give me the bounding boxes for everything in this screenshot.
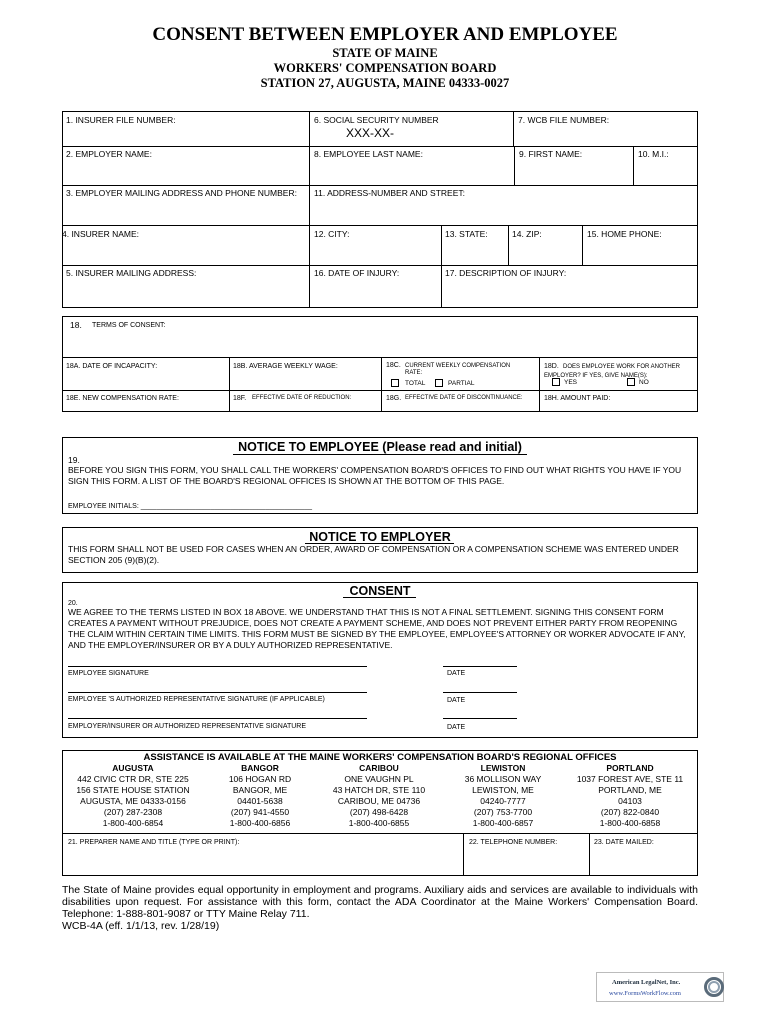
state-line: STATE OF MAINE <box>332 46 438 60</box>
form-title: CONSENT BETWEEN EMPLOYER AND EMPLOYEE <box>152 24 618 45</box>
yes-checkbox[interactable] <box>552 378 560 386</box>
amount-paid-field[interactable]: 18H. AMOUNT PAID: <box>544 395 611 402</box>
office-address-1: 106 HOGAN RD <box>228 774 292 784</box>
form-identifier: WCB-4A (eff. 1/1/13, rev. 1/28/19) <box>62 920 220 932</box>
no-label: NO <box>639 379 649 386</box>
total-label: TOTAL <box>405 380 426 387</box>
notice-to-employer-text: THIS FORM SHALL NOT BE USED FOR CASES WHEN AN ORDER, AWARD OF COMPENSATION OR A COMPENSATION SCHEME WAS ENTERED UNDER SECTION 205 (9)(B)(2). <box>68 544 679 565</box>
office-address-1: 1037 FOREST AVE, STE 11 <box>576 774 684 784</box>
employer-address-field[interactable]: 3. EMPLOYER MAILING ADDRESS AND PHONE NUMBER: <box>66 188 297 198</box>
date-label-2: DATE <box>447 697 466 704</box>
date-label-1: DATE <box>447 670 466 677</box>
consent-section <box>62 582 698 738</box>
office-phone: (207) 498-6428 <box>349 807 409 817</box>
reduction-date-field[interactable]: EFFECTIVE DATE OF REDUCTION: <box>252 395 352 401</box>
terms-of-consent-field[interactable]: TERMS OF CONSENT: <box>92 322 166 329</box>
new-compensation-rate-field[interactable]: 18E. NEW COMPENSATION RATE: <box>66 395 179 402</box>
current-rate-number: 18C. <box>386 362 401 369</box>
office-phone: (207) 822-0840 <box>600 807 660 817</box>
state-field[interactable]: 13. STATE: <box>445 229 488 239</box>
reduction-date-number: 18F. <box>233 395 247 402</box>
office-address-1: 36 MOLLISON WAY <box>464 774 542 784</box>
office-name: CARIBOU <box>359 763 399 773</box>
office-lewiston <box>443 763 563 829</box>
telephone-number-field[interactable]: 22. TELEPHONE NUMBER: <box>469 839 558 846</box>
notice-to-employer-title: NOTICE TO EMPLOYER <box>309 530 451 544</box>
board-line: WORKERS' COMPENSATION BOARD <box>273 61 497 75</box>
discontinuance-date-number: 18G. <box>386 395 402 402</box>
office-phone: (207) 287-2308 <box>103 807 163 817</box>
injury-description-field[interactable]: 17. DESCRIPTION OF INJURY: <box>445 268 567 278</box>
publisher-logo-inner-icon <box>708 981 720 993</box>
city-field[interactable]: 12. CITY: <box>314 229 350 239</box>
office-address-3: 04103 <box>618 796 642 806</box>
office-phone: (207) 753-7700 <box>473 807 533 817</box>
terms-number: 18. <box>70 320 82 330</box>
office-caribou <box>319 763 439 829</box>
other-employer-number: 18D. <box>544 363 559 370</box>
home-phone-field[interactable]: 15. HOME PHONE: <box>587 229 662 239</box>
insurer-file-number-field[interactable]: 1. INSURER FILE NUMBER: <box>66 115 176 125</box>
consent-number: 20. <box>68 600 78 607</box>
insurer-mailing-address-field[interactable]: 5. INSURER MAILING ADDRESS: <box>66 268 197 278</box>
office-name: AUGUSTA <box>112 763 154 773</box>
office-address-2: LEWISTON, ME <box>472 785 534 795</box>
representative-signature-label: EMPLOYEE 'S AUTHORIZED REPRESENTATIVE SIGNATURE (IF APPLICABLE) <box>68 696 325 703</box>
representative-signature-line[interactable] <box>68 692 367 693</box>
date-of-incapacity-field[interactable]: 18A. DATE OF INCAPACITY: <box>66 363 158 370</box>
other-employer-label: DOES EMPLOYEE WORK FOR ANOTHER <box>563 364 681 370</box>
current-rate-label-2: RATE: <box>405 370 423 376</box>
employer-signature-line[interactable] <box>68 718 367 719</box>
office-address-3: 04401-5638 <box>237 796 283 806</box>
partial-checkbox[interactable] <box>435 379 443 387</box>
notice-employee-number: 19. <box>68 455 80 465</box>
consent-title: CONSENT <box>349 584 411 598</box>
address-line: STATION 27, AUGUSTA, MAINE 04333-0027 <box>260 76 510 90</box>
date-label-3: DATE <box>447 724 466 731</box>
employee-street-field[interactable]: 11. ADDRESS-NUMBER AND STREET: <box>314 188 465 198</box>
office-address-2: 156 STATE HOUSE STATION <box>76 785 190 795</box>
office-address-3: AUGUSTA, ME 04333-0156 <box>80 796 186 806</box>
no-checkbox[interactable] <box>627 378 635 386</box>
zip-field[interactable]: 14. ZIP: <box>512 229 542 239</box>
date-mailed-field[interactable]: 23. DATE MAILED: <box>594 839 654 846</box>
office-toll-free: 1-800-400-6858 <box>599 818 661 828</box>
office-address-2: 43 HATCH DR, STE 110 <box>332 785 426 795</box>
insurer-name-field[interactable]: 4. INSURER NAME: <box>62 229 139 239</box>
preparer-name-field[interactable]: 21. PREPARER NAME AND TITLE (TYPE OR PRINT): <box>68 839 240 846</box>
partial-label: PARTIAL <box>448 380 475 387</box>
office-augusta <box>73 763 193 829</box>
yes-label: YES <box>564 379 578 386</box>
wcb-file-number-field[interactable]: 7. WCB FILE NUMBER: <box>518 115 610 125</box>
first-name-field[interactable]: 9. FIRST NAME: <box>519 149 583 159</box>
date-of-injury-field[interactable]: 16. DATE OF INJURY: <box>314 268 400 278</box>
notice-to-employee-text: BEFORE YOU SIGN THIS FORM, YOU SHALL CALL THE WORKERS' COMPENSATION BOARD'S OFFICES TO FIND OUT WHAT RIGHTS YOU HAVE IF YOU SIGN THIS FORM. A LIST OF THE BOARD'S REGIONAL OFFICES IS SHOWN AT THE BOTTOM OF THIS PAGE. <box>68 465 682 486</box>
employee-initials-field[interactable]: EMPLOYEE INITIALS: ____________________________________________ <box>68 503 313 510</box>
notice-to-employee-title: NOTICE TO EMPLOYEE (Please read and initial) <box>238 440 522 454</box>
employer-date-line[interactable] <box>443 718 517 719</box>
employee-date-line[interactable] <box>443 666 517 667</box>
office-toll-free: 1-800-400-6856 <box>229 818 291 828</box>
publisher-url-link[interactable]: www.FormsWorkFlow.com <box>609 990 681 997</box>
employee-signature-line[interactable] <box>68 666 367 667</box>
equal-opportunity-statement: The State of Maine provides equal opportunity in employment and programs. Auxiliary aids and services are available to individuals with disabilities upon request. For assistance with this form, contact the ADA Coordinator at the Maine Workers' Compensation Board. Telephone: 1-888-801-9087 or TTY Maine Relay 711. <box>62 884 698 920</box>
consent-text: WE AGREE TO THE TERMS LISTED IN BOX 18 ABOVE. WE UNDERSTAND THAT THIS IS NOT A FINAL SETTLEMENT. SIGNING THIS CONSENT FORM CREATES A PAYMENT WITHOUT PREJUDICE, DOES NOT CREATE A PAYMENT SCHEME, AND DOES NOT PREVENT EITHER PARTY FROM REOPENING THE CLAIM WITHIN CERTAIN TIME LIMITS. THIS FORM MUST BE SIGNED BY THE EMPLOYEE, EMPLOYEE'S ATTORNEY OR WORKER ADVOCATE IF ANY, AND THE EMPLOYER/INSURER OR BY A DULY AUTHORIZED REPRESENTATIVE. <box>68 607 686 650</box>
employee-last-name-field[interactable]: 8. EMPLOYEE LAST NAME: <box>314 149 423 159</box>
employee-signature-label: EMPLOYEE SIGNATURE <box>68 670 149 677</box>
office-address-3: CARIBOU, ME 04736 <box>337 796 421 806</box>
current-rate-label: CURRENT WEEKLY COMPENSATION <box>405 363 511 369</box>
employer-name-field[interactable]: 2. EMPLOYER NAME: <box>66 149 152 159</box>
office-toll-free: 1-800-400-6857 <box>472 818 534 828</box>
office-name: PORTLAND <box>606 763 654 773</box>
office-bangor <box>200 763 320 829</box>
office-address-2: BANGOR, ME <box>232 785 288 795</box>
office-address-1: ONE VAUGHN PL <box>344 774 414 784</box>
office-address-3: 04240-7777 <box>480 796 526 806</box>
average-weekly-wage-field[interactable]: 18B. AVERAGE WEEKLY WAGE: <box>233 363 338 370</box>
ssn-label: 6. SOCIAL SECURITY NUMBER <box>314 115 439 125</box>
representative-date-line[interactable] <box>443 692 517 693</box>
office-portland <box>570 763 690 829</box>
middle-initial-field[interactable]: 10. M.I.: <box>638 149 669 159</box>
claim-info-grid <box>62 111 698 308</box>
office-toll-free: 1-800-400-6855 <box>348 818 410 828</box>
office-name: BANGOR <box>241 763 279 773</box>
office-name: LEWISTON <box>480 763 526 773</box>
office-toll-free: 1-800-400-6854 <box>102 818 164 828</box>
assistance-title: ASSISTANCE IS AVAILABLE AT THE MAINE WORKERS' COMPENSATION BOARD'S REGIONAL OFFICES <box>143 752 617 763</box>
office-address-1: 442 CIVIC CTR DR, STE 225 <box>77 774 189 784</box>
office-address-2: PORTLAND, ME <box>598 785 662 795</box>
office-phone: (207) 941-4550 <box>230 807 290 817</box>
employer-signature-label: EMPLOYER/INSURER OR AUTHORIZED REPRESENTATIVE SIGNATURE <box>68 723 307 730</box>
publisher-name: American LegalNet, Inc. <box>612 979 681 986</box>
ssn-field[interactable]: XXX-XX- <box>346 126 395 140</box>
other-employer-label-2: EMPLOYER? IF YES, GIVE NAME(S): <box>544 373 648 379</box>
total-checkbox[interactable] <box>391 379 399 387</box>
discontinuance-date-field[interactable]: EFFECTIVE DATE OF DISCONTINUANCE: <box>405 395 523 401</box>
